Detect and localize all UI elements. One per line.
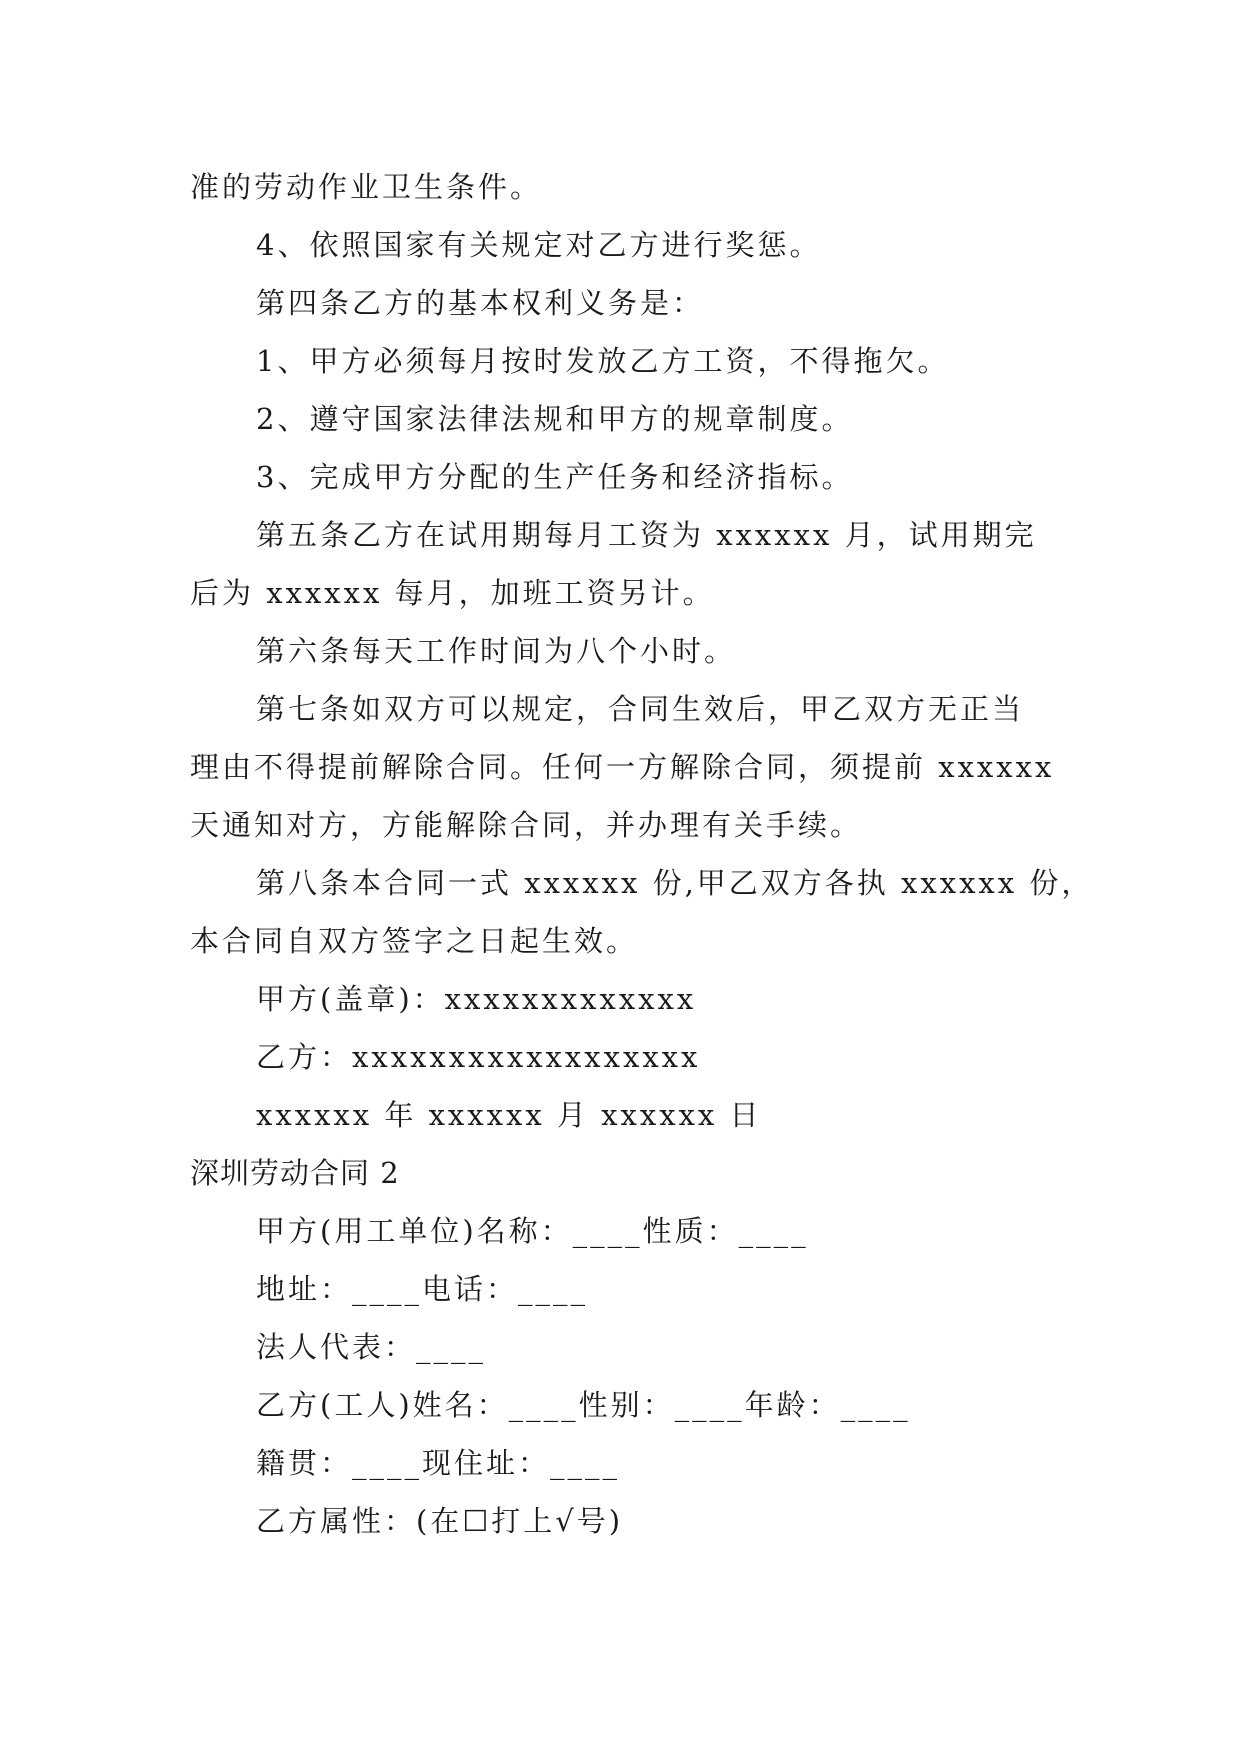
clause-item-2: 2、遵守国家法律法规和甲方的规章制度。 — [256, 402, 854, 436]
clause-item-3: 3、完成甲方分配的生产任务和经济指标。 — [256, 460, 854, 494]
article-5-line-1: 第五条乙方在试用期每月工资为 xxxxxx 月，试用期完 — [256, 518, 1037, 552]
contract-2-title: 深圳劳动合同 2 — [190, 1156, 400, 1190]
worker-attribute-field: 乙方属性：(在☐打上√号) — [256, 1504, 624, 1538]
worker-origin-field: 籍贯：____现住址：____ — [256, 1446, 621, 1480]
document-page — [190, 158, 1094, 1550]
article-8-line-2: 本合同自双方签字之日起生效。 — [190, 924, 639, 958]
paragraph-continuation: 准的劳动作业卫生条件。 — [190, 170, 543, 204]
legal-representative-field: 法人代表：____ — [256, 1330, 487, 1364]
article-8-line-1: 第八条本合同一式 xxxxxx 份,甲乙双方各执 xxxxxx 份， — [256, 866, 1094, 900]
article-6: 第六条每天工作时间为八个小时。 — [256, 634, 737, 668]
employer-address-field: 地址：____电话：____ — [256, 1272, 589, 1306]
clause-item-1: 1、甲方必须每月按时发放乙方工资，不得拖欠。 — [256, 344, 950, 378]
party-a-seal: 甲方(盖章)：xxxxxxxxxxxxx — [256, 982, 697, 1016]
article-5-line-2: 后为 xxxxxx 每月，加班工资另计。 — [190, 576, 715, 610]
article-7-line-1: 第七条如双方可以规定，合同生效后，甲乙双方无正当 — [256, 692, 1025, 726]
article-7-line-3: 天通知对方，方能解除合同，并办理有关手续。 — [190, 808, 863, 842]
worker-name-field: 乙方(工人)姓名：____性别：____年龄：____ — [256, 1388, 911, 1422]
party-b-signature: 乙方：xxxxxxxxxxxxxxxxxx — [256, 1040, 701, 1074]
clause-item-4: 4、依照国家有关规定对乙方进行奖惩。 — [256, 228, 822, 262]
article-7-line-2: 理由不得提前解除合同。任何一方解除合同，须提前 xxxxxx — [190, 750, 1055, 784]
article-4-heading: 第四条乙方的基本权利义务是： — [256, 286, 705, 320]
signing-date: xxxxxx 年 xxxxxx 月 xxxxxx 日 — [256, 1098, 762, 1132]
employer-name-field: 甲方(用工单位)名称：____性质：____ — [256, 1214, 809, 1248]
